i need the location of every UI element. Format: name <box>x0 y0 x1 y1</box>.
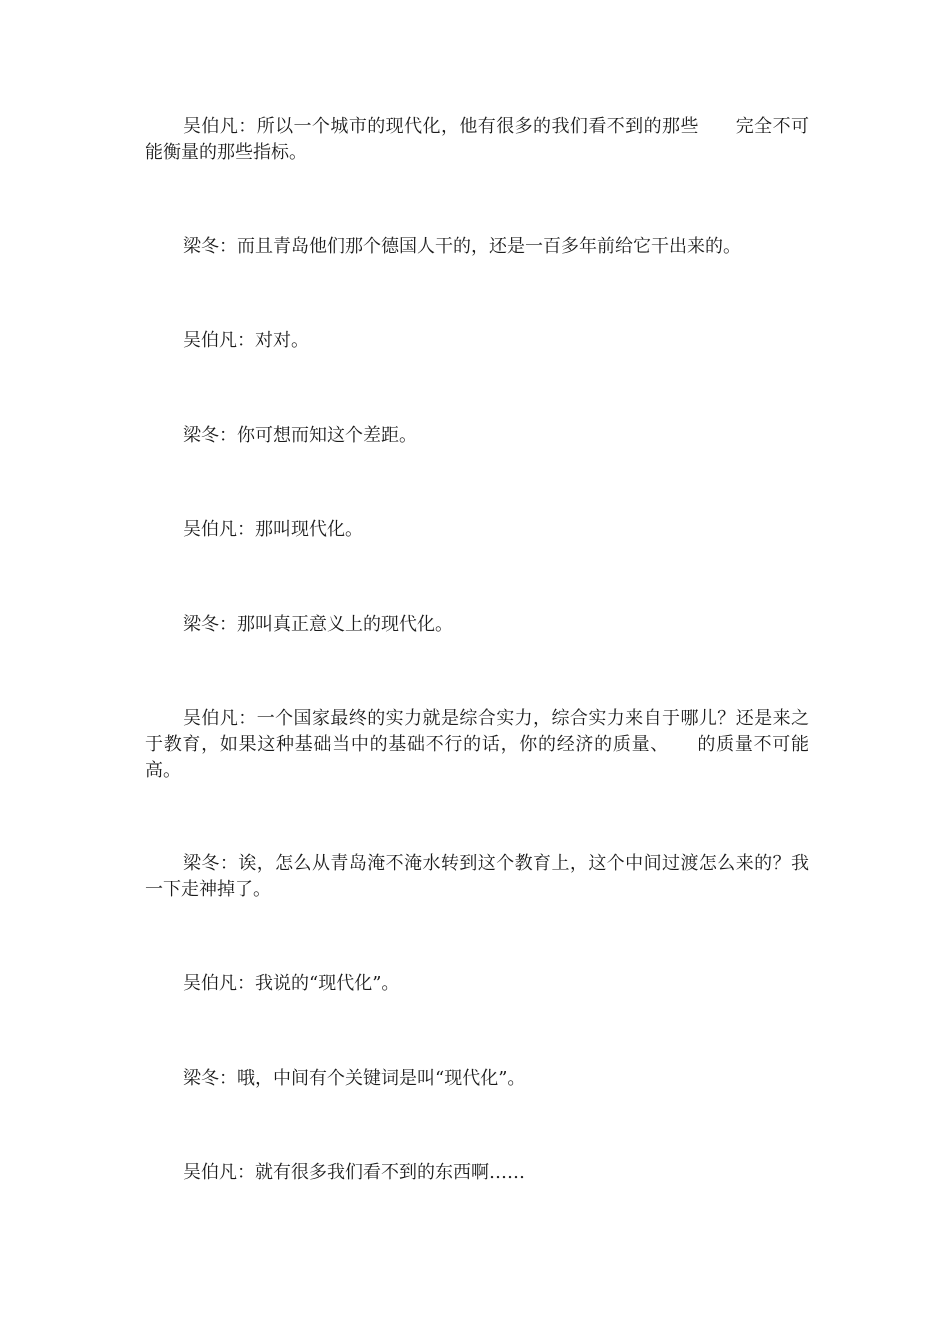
dialogue-paragraph: 梁冬：你可想而知这个差距。 <box>183 425 417 446</box>
dialogue-paragraph: 吴伯凡：就有很多我们看不到的东西啊…… <box>183 1162 525 1183</box>
dialogue-paragraph: 梁冬：诶，怎么从青岛淹不淹水转到这个教育上，这个中间过渡怎么来的？我一下走神掉了。 <box>145 853 809 900</box>
dialogue-paragraph: 吴伯凡：那叫现代化。 <box>183 519 363 540</box>
dialogue-paragraph: 吴伯凡：一个国家最终的实力就是综合实力，综合实力来自于哪儿？还是来之于教育，如果这种基础当中的基础不行的话，你的经济的质量、 的质量不可能高。 <box>145 708 809 781</box>
dialogue-paragraph: 梁冬：而且青岛他们那个德国人干的，还是一百多年前给它干出来的。 <box>183 236 741 257</box>
dialogue-paragraph: 吴伯凡：所以一个城市的现代化，他有很多的我们看不到的那些 完全不可能衡量的那些指标。 <box>145 116 809 163</box>
dialogue-paragraph: 梁冬：那叫真正意义上的现代化。 <box>183 614 453 635</box>
dialogue-paragraph: 吴伯凡：对对。 <box>183 330 309 351</box>
dialogue-paragraph: 吴伯凡：我说的“现代化”。 <box>183 973 400 994</box>
dialogue-paragraph: 梁冬：哦，中间有个关键词是叫“现代化”。 <box>183 1068 526 1089</box>
